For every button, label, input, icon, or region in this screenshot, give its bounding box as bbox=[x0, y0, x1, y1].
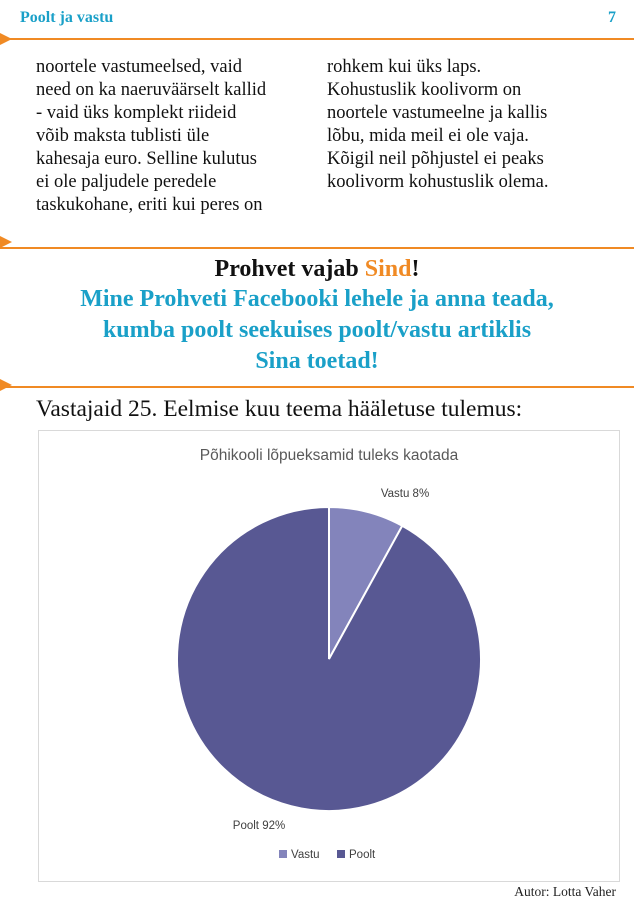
pie-chart bbox=[38, 430, 620, 882]
legend-swatch-poolt bbox=[337, 850, 345, 858]
divider-marker bbox=[0, 236, 12, 248]
data-label-poolt: Poolt 92% bbox=[232, 820, 286, 832]
legend-swatch-vastu bbox=[279, 850, 287, 858]
promo-cta-line2: kumba poolt seekuises poolt/vastu artiklis bbox=[102, 317, 532, 343]
divider-line bbox=[0, 38, 634, 40]
poll-summary: Vastajaid 25. Eelmise kuu teema hääletuse tulemus: bbox=[36, 396, 523, 422]
author-credit: Autor: Lotta Vaher bbox=[514, 884, 616, 899]
promo-heading-suffix: ! bbox=[411, 256, 420, 282]
divider-marker bbox=[0, 33, 12, 45]
divider-line bbox=[0, 247, 634, 249]
page-header bbox=[20, 6, 616, 30]
promo-heading bbox=[10, 254, 624, 284]
promo-block bbox=[10, 254, 624, 377]
article-right-column: rohkem kui üks laps. Kohustuslik koolivorm on noortele vastumeelne ja kallis lõbu, mida meil ei ole vaja. Kõigil neil põhjustel ei peaks koolivorm kohustuslik olema. bbox=[327, 57, 549, 192]
promo-cta-line1: Mine Prohveti Facebooki lehele ja anna teada, bbox=[80, 286, 554, 312]
pie-chart-svg bbox=[39, 431, 619, 881]
chart-title: Põhikooli lõpueksamid tuleks kaotada bbox=[199, 447, 459, 464]
pie-slice-poolt bbox=[177, 507, 481, 811]
divider-line bbox=[0, 386, 634, 388]
article-columns bbox=[36, 56, 612, 226]
legend-label-vastu: Vastu bbox=[291, 849, 320, 861]
article-left-column: noortele vastumeelsed, vaid need on ka naeruväärselt kallid - vaid üks komplekt riideid võib maksta tublisti üle kahesaja euro. Selline kulutus ei ole paljudele peredele taskukohane, eriti kui peres on bbox=[36, 57, 267, 215]
legend-label-poolt: Poolt bbox=[349, 849, 376, 861]
section-title: Poolt ja vastu bbox=[20, 9, 114, 26]
divider-marker bbox=[0, 379, 12, 391]
promo-heading-highlight: Sind bbox=[364, 256, 412, 282]
promo-heading-prefix: Prohvet vajab bbox=[214, 256, 365, 282]
promo-cta-line3: Sina toetad! bbox=[255, 348, 379, 374]
page-number: 7 bbox=[608, 9, 616, 26]
data-label-vastu: Vastu 8% bbox=[380, 488, 430, 500]
